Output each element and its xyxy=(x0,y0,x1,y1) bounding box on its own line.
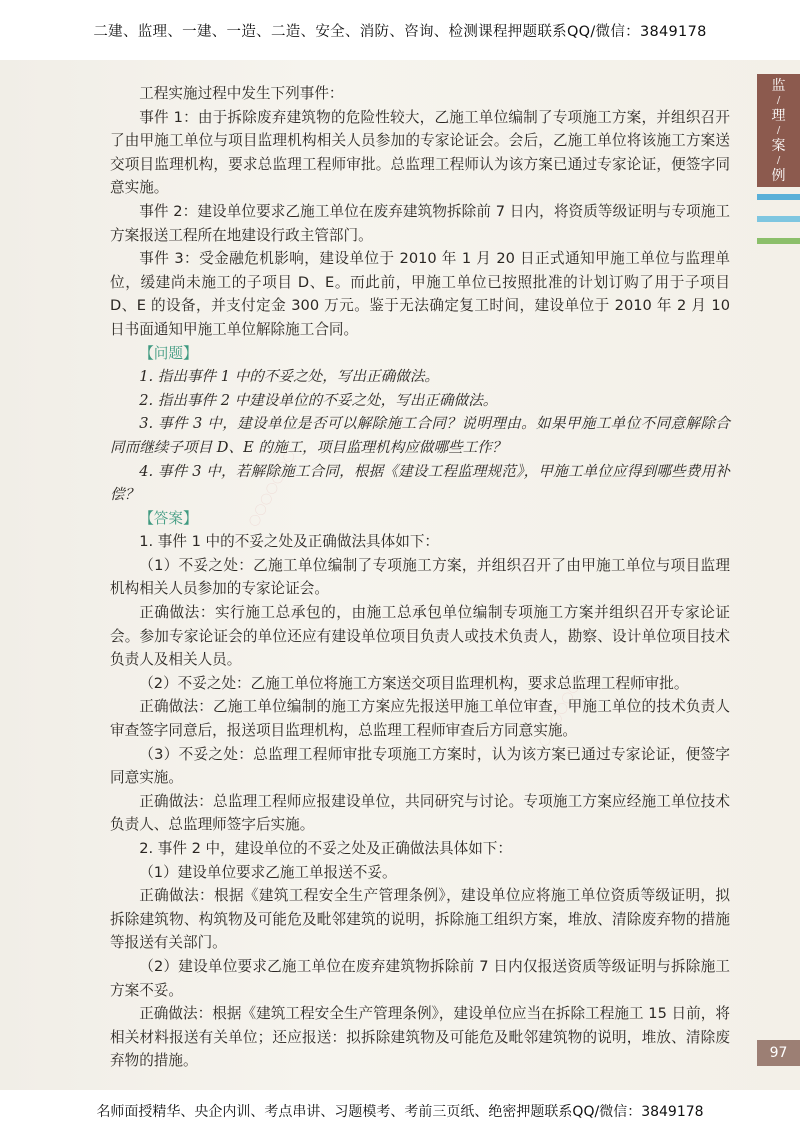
answer-header: 【答案】 xyxy=(139,509,198,527)
answer-paragraph: （1）不妥之处：乙施工单位编制了专项施工方案，并组织召开了由甲施工单位与项目监理机构相关人员参加的专家论证会。 xyxy=(110,556,730,598)
watermark: 〇〇〇〇〇〇〇 xyxy=(536,668,589,750)
answer-paragraph: 正确做法：实行施工总承包的，由施工总承包单位编制专项施工方案并组织召开专家论证会。参加专家论证会的单位还应有建设单位项目负责人或技术负责人，勘察、设计单位项目技术负责人及相关人员。 xyxy=(110,604,730,669)
answer-paragraph: 1. 事件 1 中的不妥之处及正确做法具体如下： xyxy=(139,533,440,551)
answer-paragraph: （1）建设单位要求乙施工单报送不妥。 xyxy=(139,863,397,881)
footer-banner-text: 名师面授精华、央企内训、考点串讲、习题模考、考前三页纸、绝密押题联系QQ/微信：3849178 xyxy=(96,1103,704,1120)
chapter-tab-char: 案 xyxy=(771,137,786,154)
intro-text: 工程实施过程中发生下列事件： xyxy=(139,85,344,102)
event-paragraph: 事件 1：由于拆除废弃建筑物的危险性较大，乙施工单位编制了专项施工方案，并组织召开了由甲施工单位与项目监理机构相关人员参加的专家论证会。会后，乙施工单位将该施工方案送交项目监理机构，要求总监理工程师审批。总监理工程师认为该方案已通过专家论证，便签字同意实施。 xyxy=(110,108,730,197)
answer-paragraph: 正确做法：根据《建筑工程安全生产管理条例》，建设单位应当在拆除工程施工 15 日前，将相关材料报送有关单位；还应报送：拟拆除建筑物及可能危及毗邻建筑物的说明，堆放、清除废弃物的措施。 xyxy=(110,1005,730,1070)
footer-banner xyxy=(0,1090,800,1131)
question-item: 2. 指出事件 2 中建设单位的不妥之处，写出正确做法。 xyxy=(139,391,498,409)
page-number: 97 xyxy=(757,1040,800,1066)
question-header: 【问题】 xyxy=(139,344,198,362)
chapter-tab-char: 监 xyxy=(771,77,786,94)
color-bar-lightblue xyxy=(757,216,800,222)
watermark: 〇〇〇〇〇〇〇 xyxy=(246,448,299,530)
answer-paragraph: 2. 事件 2 中，建设单位的不妥之处及正确做法具体如下： xyxy=(139,840,512,857)
chapter-tab-separator: / xyxy=(776,94,781,106)
answer-paragraph: 正确做法：根据《建筑工程安全生产管理条例》，建设单位应将施工单位资质等级证明，拟拆除建筑物、构筑物及可能危及毗邻建筑的说明，拆除施工组织方案，堆放、清除废弃物的措施等报送有关部门。 xyxy=(110,887,730,952)
chapter-tab-separator: / xyxy=(776,154,781,166)
event-paragraph: 事件 3：受金融危机影响，建设单位于 2010 年 1 月 20 日正式通知甲施工单位与监理单位，缓建尚未施工的子项目 D、E。而此前，甲施工单位已按照批准的计划订购了用于子项目 D、E 的设备，并支付定金 300 万元。鉴于无法确定复工时间，建设单位于 2010 年 2 月 10 日书面通知甲施工单位解除施工合同。 xyxy=(110,250,730,338)
answer-paragraph: 正确做法：乙施工单位编制的施工方案应先报送甲施工单位审查，甲施工单位的技术负责人审查签字同意后，报送项目监理机构，总监理工程师审查后方同意实施。 xyxy=(110,698,730,740)
answer-paragraph: 正确做法：总监理工程师应报建设单位，共同研究与讨论。专项施工方案应经施工单位技术负责人、总监理师签字后实施。 xyxy=(110,792,730,834)
chapter-tab-char: 理 xyxy=(771,107,786,124)
question-item: 1. 指出事件 1 中的不妥之处，写出正确做法。 xyxy=(139,368,440,386)
chapter-tab-char: 例 xyxy=(771,167,786,184)
header-banner-text: 二建、监理、一建、一造、二造、安全、消防、咨询、检测课程押题联系QQ/微信：3849178 xyxy=(93,23,707,40)
document-page xyxy=(0,60,800,1090)
event-paragraph: 事件 2：建设单位要求乙施工单位在废弃建筑物拆除前 7 日内，将资质等级证明与专项施工方案报送工程所在地建设行政主管部门。 xyxy=(110,202,730,244)
chapter-tab-separator: / xyxy=(776,124,781,136)
color-bar-green xyxy=(757,238,800,244)
question-item: 3. 事件 3 中，建设单位是否可以解除施工合同？说明理由。如果甲施工单位不同意解除合同而继续子项目 D、E 的施工，项目监理机构应做哪些工作？ xyxy=(110,415,730,456)
chapter-tab xyxy=(757,74,800,187)
document-body xyxy=(110,82,730,1073)
answer-paragraph: （3）不妥之处：总监理工程师审批专项施工方案时，认为该方案已通过专家论证，便签字同意实施。 xyxy=(110,745,730,787)
answer-paragraph: （2）建设单位要求乙施工单位在废弃建筑物拆除前 7 日内仅报送资质等级证明与拆除施工方案不妥。 xyxy=(110,957,730,999)
answer-paragraph: （2）不妥之处：乙施工单位将施工方案送交项目监理机构，要求总监理工程师审批。 xyxy=(139,674,689,692)
header-banner xyxy=(0,0,800,60)
question-item: 4. 事件 3 中，若解除施工合同，根据《建设工程监理规范》，甲施工单位应得到哪些费用补偿？ xyxy=(110,462,730,504)
color-bar-blue xyxy=(757,194,800,200)
